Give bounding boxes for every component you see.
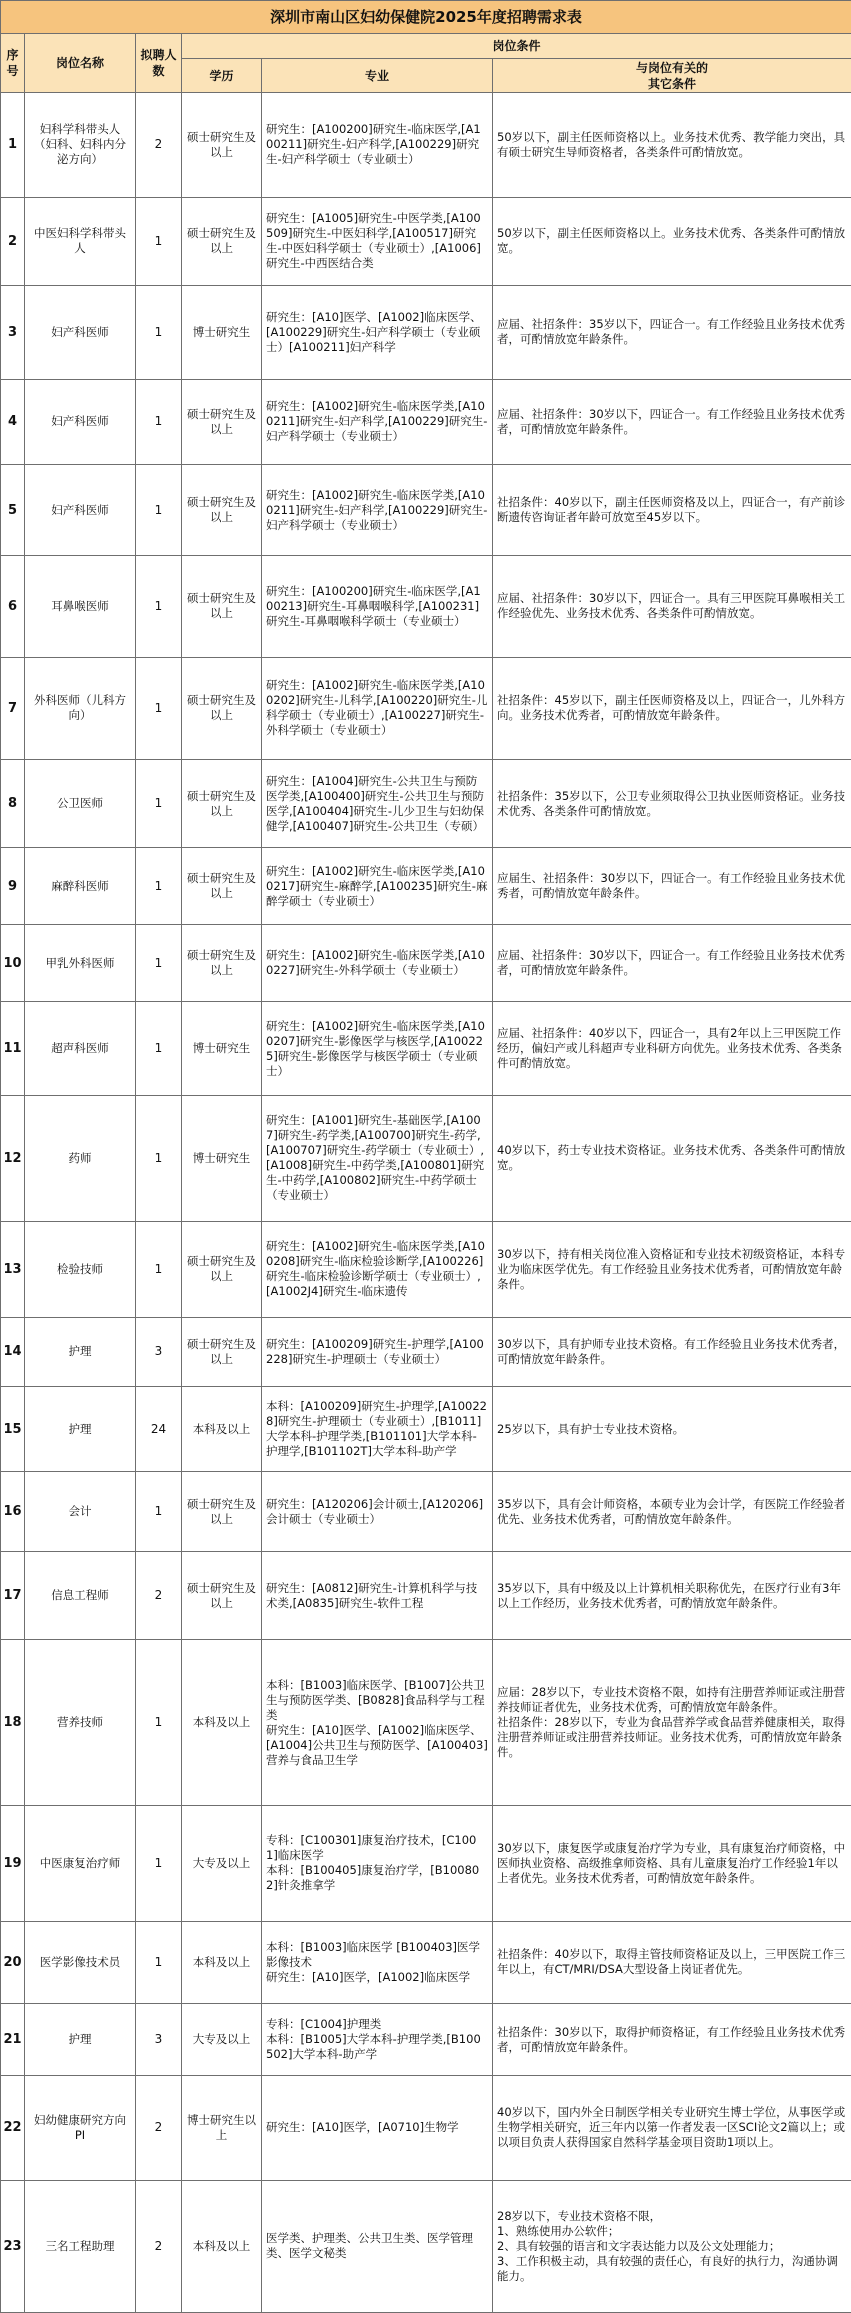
hire-count: 1	[136, 1640, 182, 1805]
hire-count: 1	[136, 285, 182, 379]
hire-count: 1	[136, 848, 182, 925]
position-name: 甲乳外科医师	[25, 925, 136, 1002]
major-requirement: 研究生：[A100209]研究生-护理学,[A100228]研究生-护理硕士（专业硕士）	[262, 1317, 493, 1386]
major-requirement: 研究生：[A1005]研究生-中医学类,[A100509]研究生-中医妇科学,[A100517]研究生-中医妇科学硕士（专业硕士）,[A1006]研究生-中西医结合类	[262, 197, 493, 285]
education-requirement: 硕士研究生及以上	[182, 379, 262, 464]
education-requirement: 本科及以上	[182, 1921, 262, 2004]
major-requirement: 研究生：[A10]医学，[A0710]生物学	[262, 2075, 493, 2180]
major-requirement: 研究生：[A1002]研究生-临床医学类,[A100207]研究生-影像医学与核医学,[A100225]研究生-影像医学与核医学硕士（专业硕士）	[262, 1002, 493, 1096]
other-conditions: 28岁以下，专业技术资格不限， 1、熟练使用办公软件； 2、具有较强的语言和文字表达能力以及公文处理能力； 3、工作积极主动，具有较强的责任心，有良好的执行力，沟通协调能力。	[493, 2180, 851, 2312]
position-name: 妇产科医师	[25, 285, 136, 379]
hire-count: 1	[136, 197, 182, 285]
major-requirement: 研究生：[A120206]会计硕士,[A120206]会计硕士（专业硕士）	[262, 1472, 493, 1552]
other-conditions: 25岁以下，具有护士专业技术资格。	[493, 1386, 851, 1471]
other-conditions: 40岁以下，国内外全日制医学相关专业研究生博士学位，从事医学或生物学相关研究，近三年内以第一作者发表一区SCI论文2篇以上；或以项目负责人获得国家自然科学基金项目资助1项以上。	[493, 2075, 851, 2180]
education-requirement: 硕士研究生及以上	[182, 1552, 262, 1640]
row-number: 21	[1, 2004, 25, 2076]
row-number: 1	[1, 93, 25, 198]
major-requirement: 本科：[A100209]研究生-护理学,[A100228]研究生-护理硕士（专业硕士）,[B1011]大学本科-护理学类,[B101101]大学本科-护理学,[B101102T]大学本科-助产学	[262, 1386, 493, 1471]
major-requirement: 研究生：[A1001]研究生-基础医学,[A1007]研究生-药学类,[A100700]研究生-药学,[A100707]研究生-药学硕士（专业硕士）,[A1008]研究生-中药学类,[A100801]研究生-中药学,[A100802]研究生-中药学硕士（专业硕士）	[262, 1096, 493, 1221]
position-name: 护理	[25, 2004, 136, 2076]
header-education: 学历	[182, 59, 262, 93]
other-conditions: 社招条件：30岁以下，取得护师资格证，有工作经验且业务技术优秀者，可酌情放宽年龄条件。	[493, 2004, 851, 2076]
row-number: 22	[1, 2075, 25, 2180]
row-number: 23	[1, 2180, 25, 2312]
position-name: 妇幼健康研究方向 PI	[25, 2075, 136, 2180]
table-row	[1, 1221, 851, 1317]
row-number: 11	[1, 1002, 25, 1096]
hire-count: 3	[136, 1317, 182, 1386]
position-name: 会计	[25, 1472, 136, 1552]
table-row	[1, 1640, 851, 1805]
education-requirement: 博士研究生	[182, 1096, 262, 1221]
major-requirement: 本科：[B1003]临床医学、[B1007]公共卫生与预防医学类、[B0828]食品科学与工程类 研究生：[A10]医学、[A1002]临床医学、[A1004]公共卫生与预防医学、[A100403]营养与食品卫生学	[262, 1640, 493, 1805]
table-row	[1, 2180, 851, 2312]
other-conditions: 应届、社招条件：35岁以下，四证合一。有工作经验且业务技术优秀者，可酌情放宽年龄条件。	[493, 285, 851, 379]
position-name: 超声科医师	[25, 1002, 136, 1096]
position-name: 耳鼻喉医师	[25, 555, 136, 657]
major-requirement: 专科：[C1004]护理类 本科：[B1005]大学本科-护理学类,[B100502]大学本科-助产学	[262, 2004, 493, 2076]
position-name: 检验技师	[25, 1221, 136, 1317]
education-requirement: 博士研究生	[182, 285, 262, 379]
header-position: 岗位名称	[25, 34, 136, 93]
position-name: 中医妇科学科带头人	[25, 197, 136, 285]
education-requirement: 硕士研究生及以上	[182, 1221, 262, 1317]
hire-count: 2	[136, 2075, 182, 2180]
hire-count: 1	[136, 657, 182, 759]
table-row	[1, 1472, 851, 1552]
hire-count: 1	[136, 379, 182, 464]
education-requirement: 大专及以上	[182, 2004, 262, 2076]
row-number: 15	[1, 1386, 25, 1471]
education-requirement: 硕士研究生及以上	[182, 555, 262, 657]
other-conditions: 社招条件：40岁以下，取得主管技师资格证及以上，三甲医院工作三年以上，有CT/MRI/DSA大型设备上岗证者优先。	[493, 1921, 851, 2004]
hire-count: 1	[136, 1472, 182, 1552]
major-requirement: 研究生：[A10]医学、[A1002]临床医学、[A100229]研究生-妇产科学硕士（专业硕士）[A100211]妇产科学	[262, 285, 493, 379]
education-requirement: 硕士研究生及以上	[182, 657, 262, 759]
table-row	[1, 1386, 851, 1471]
row-number: 17	[1, 1552, 25, 1640]
table-row	[1, 1921, 851, 2004]
hire-count: 1	[136, 759, 182, 847]
hire-count: 2	[136, 2180, 182, 2312]
table-row	[1, 285, 851, 379]
other-conditions: 50岁以下，副主任医师资格以上。业务技术优秀、各类条件可酌情放宽。	[493, 197, 851, 285]
table-row	[1, 1002, 851, 1096]
row-number: 7	[1, 657, 25, 759]
row-number: 12	[1, 1096, 25, 1221]
other-conditions: 社招条件：40岁以下，副主任医师资格及以上，四证合一，有产前诊断遗传咨询证者年龄可放宽至45岁以下。	[493, 465, 851, 556]
position-name: 外科医师（儿科方向）	[25, 657, 136, 759]
position-name: 药师	[25, 1096, 136, 1221]
hire-count: 2	[136, 93, 182, 198]
major-requirement: 研究生：[A1002]研究生-临床医学类,[A100208]研究生-临床检验诊断学,[A100226]研究生-临床检验诊断学硕士（专业硕士）,[A1002J4]研究生-临床遗传	[262, 1221, 493, 1317]
row-number: 20	[1, 1921, 25, 2004]
hire-count: 1	[136, 465, 182, 556]
other-conditions: 应届、社招条件：30岁以下，四证合一。有工作经验且业务技术优秀者，可酌情放宽年龄条件。	[493, 925, 851, 1002]
other-conditions: 应届、社招条件：30岁以下，四证合一。有工作经验且业务技术优秀者，可酌情放宽年龄条件。	[493, 379, 851, 464]
education-requirement: 大专及以上	[182, 1805, 262, 1921]
table-row	[1, 379, 851, 464]
hire-count: 24	[136, 1386, 182, 1471]
other-conditions: 应届、社招条件：40岁以下，四证合一，具有2年以上三甲医院工作经历，偏妇产或儿科超声专业科研方向优先。业务技术优秀、各类条件可酌情放宽。	[493, 1002, 851, 1096]
education-requirement: 博士研究生	[182, 1002, 262, 1096]
table-row	[1, 1805, 851, 1921]
education-requirement: 本科及以上	[182, 2180, 262, 2312]
position-name: 妇产科医师	[25, 379, 136, 464]
hire-count: 1	[136, 555, 182, 657]
major-requirement: 本科：[B1003]临床医学 [B100403]医学影像技术 研究生：[A10]医学，[A1002]临床医学	[262, 1921, 493, 2004]
major-requirement: 研究生：[A100200]研究生-临床医学,[A100211]研究生-妇产科学,[A100229]研究生-妇产科学硕士（专业硕士）	[262, 93, 493, 198]
education-requirement: 博士研究生以上	[182, 2075, 262, 2180]
major-requirement: 研究生：[A1002]研究生-临床医学类,[A100227]研究生-外科学硕士（专业硕士）	[262, 925, 493, 1002]
major-requirement: 研究生：[A1002]研究生-临床医学类,[A100211]研究生-妇产科学,[A100229]研究生-妇产科学硕士（专业硕士）	[262, 379, 493, 464]
row-number: 9	[1, 848, 25, 925]
row-number: 18	[1, 1640, 25, 1805]
major-requirement: 研究生：[A0812]研究生-计算机科学与技术类,[A0835]研究生-软件工程	[262, 1552, 493, 1640]
education-requirement: 本科及以上	[182, 1386, 262, 1471]
position-name: 公卫医师	[25, 759, 136, 847]
major-requirement: 医学类、护理类、公共卫生类、医学管理类、医学文秘类	[262, 2180, 493, 2312]
major-requirement: 研究生：[A1002]研究生-临床医学类,[A100217]研究生-麻醉学,[A100235]研究生-麻醉学硕士（专业硕士）	[262, 848, 493, 925]
other-conditions: 30岁以下，具有护师专业技术资格。有工作经验且业务技术优秀者，可酌情放宽年龄条件。	[493, 1317, 851, 1386]
major-requirement: 专科：[C100301]康复治疗技术，[C1001]临床医学 本科：[B100405]康复治疗学，[B100802]针灸推拿学	[262, 1805, 493, 1921]
table-row	[1, 1096, 851, 1221]
position-name: 三名工程助理	[25, 2180, 136, 2312]
other-conditions: 30岁以下，康复医学或康复治疗学为专业，具有康复治疗师资格，中医师执业资格、高级推拿师资格、具有儿童康复治疗工作经验1年以上者优先。业务技术优秀者，可酌情放宽年龄条件。	[493, 1805, 851, 1921]
education-requirement: 硕士研究生及以上	[182, 93, 262, 198]
major-requirement: 研究生：[A1004]研究生-公共卫生与预防医学类,[A100400]研究生-公共卫生与预防医学,[A100404]研究生-儿少卫生与妇幼保健学,[A100407]研究生-公共卫生（专硕）	[262, 759, 493, 847]
row-number: 3	[1, 285, 25, 379]
major-requirement: 研究生：[A1002]研究生-临床医学类,[A100202]研究生-儿科学,[A100220]研究生-儿科学硕士（专业硕士）,[A100227]研究生-外科学硕士（专业硕士）	[262, 657, 493, 759]
position-name: 护理	[25, 1386, 136, 1471]
table-row	[1, 759, 851, 847]
other-conditions: 应届生、社招条件：30岁以下，四证合一。有工作经验且业务技术优秀者，可酌情放宽年龄条件。	[493, 848, 851, 925]
hire-count: 3	[136, 2004, 182, 2076]
position-name: 营养技师	[25, 1640, 136, 1805]
row-number: 5	[1, 465, 25, 556]
education-requirement: 硕士研究生及以上	[182, 1317, 262, 1386]
row-number: 2	[1, 197, 25, 285]
education-requirement: 硕士研究生及以上	[182, 925, 262, 1002]
hire-count: 1	[136, 1805, 182, 1921]
header-major: 专业	[262, 59, 493, 93]
row-number: 6	[1, 555, 25, 657]
table-row	[1, 2075, 851, 2180]
table-title: 深圳市南山区妇幼保健院2025年度招聘需求表	[1, 1, 851, 34]
table-row	[1, 2004, 851, 2076]
hire-count: 2	[136, 1552, 182, 1640]
hire-count: 1	[136, 1921, 182, 2004]
other-conditions: 应届、社招条件：30岁以下，四证合一。具有三甲医院耳鼻喉相关工作经验优先、业务技术优秀、各类条件可酌情放宽。	[493, 555, 851, 657]
major-requirement: 研究生：[A1002]研究生-临床医学类,[A100211]研究生-妇产科学,[A100229]研究生-妇产科学硕士（专业硕士）	[262, 465, 493, 556]
other-conditions: 社招条件：35岁以下，公卫专业须取得公卫执业医师资格证。业务技术优秀、各类条件可酌情放宽。	[493, 759, 851, 847]
table-row	[1, 1317, 851, 1386]
other-conditions: 40岁以下，药士专业技术资格证。业务技术优秀、各类条件可酌情放宽。	[493, 1096, 851, 1221]
header-no: 序号	[1, 34, 25, 93]
position-name: 中医康复治疗师	[25, 1805, 136, 1921]
table-row	[1, 93, 851, 198]
position-name: 妇产科医师	[25, 465, 136, 556]
header-other-conditions: 与岗位有关的 其它条件	[493, 59, 851, 93]
hire-count: 1	[136, 925, 182, 1002]
other-conditions: 35岁以下，具有中级及以上计算机相关职称优先，在医疗行业有3年以上工作经历，业务技术优秀者，可酌情放宽年龄条件。	[493, 1552, 851, 1640]
table-body	[1, 93, 851, 2313]
education-requirement: 本科及以上	[182, 1640, 262, 1805]
table-row	[1, 1552, 851, 1640]
education-requirement: 硕士研究生及以上	[182, 465, 262, 556]
major-requirement: 研究生：[A100200]研究生-临床医学,[A100213]研究生-耳鼻咽喉科学,[A100231]研究生-耳鼻咽喉科学硕士（专业硕士）	[262, 555, 493, 657]
row-number: 4	[1, 379, 25, 464]
table-row	[1, 848, 851, 925]
hire-count: 1	[136, 1221, 182, 1317]
other-conditions: 35岁以下，具有会计师资格，本硕专业为会计学，有医院工作经验者优先、业务技术优秀者，可酌情放宽年龄条件。	[493, 1472, 851, 1552]
table-row	[1, 197, 851, 285]
row-number: 8	[1, 759, 25, 847]
education-requirement: 硕士研究生及以上	[182, 759, 262, 847]
other-conditions: 50岁以下，副主任医师资格以上。业务技术优秀、教学能力突出，具有硕士研究生导师资格者，各类条件可酌情放宽。	[493, 93, 851, 198]
row-number: 16	[1, 1472, 25, 1552]
row-number: 10	[1, 925, 25, 1002]
table-row	[1, 465, 851, 556]
row-number: 19	[1, 1805, 25, 1921]
position-name: 医学影像技术员	[25, 1921, 136, 2004]
header-count: 拟聘人数	[136, 34, 182, 93]
other-conditions: 30岁以下，持有相关岗位准入资格证和专业技术初级资格证，本科专业为临床医学优先。有工作经验且业务技术优秀者，可酌情放宽年龄条件。	[493, 1221, 851, 1317]
education-requirement: 硕士研究生及以上	[182, 848, 262, 925]
table-row	[1, 657, 851, 759]
row-number: 13	[1, 1221, 25, 1317]
position-name: 麻醉科医师	[25, 848, 136, 925]
position-name: 护理	[25, 1317, 136, 1386]
hire-count: 1	[136, 1002, 182, 1096]
education-requirement: 硕士研究生及以上	[182, 1472, 262, 1552]
other-conditions: 应届：28岁以下，专业技术资格不限，如持有注册营养师证或注册营养技师证者优先，业务技术优秀，可酌情放宽年龄条件。 社招条件：28岁以下，专业为食品营养学或食品营养健康相关，取得注册营养师证或注册营养技师证。业务技术优秀，可酌情放宽年龄条件。	[493, 1640, 851, 1805]
position-name: 妇科学科带头人（妇科、妇科内分泌方向）	[25, 93, 136, 198]
table-row	[1, 555, 851, 657]
header-conditions: 岗位条件	[182, 34, 851, 59]
education-requirement: 硕士研究生及以上	[182, 197, 262, 285]
position-name: 信息工程师	[25, 1552, 136, 1640]
row-number: 14	[1, 1317, 25, 1386]
hire-count: 1	[136, 1096, 182, 1221]
other-conditions: 社招条件：45岁以下，副主任医师资格及以上，四证合一，儿外科方向。业务技术优秀者，可酌情放宽年龄条件。	[493, 657, 851, 759]
table-row	[1, 925, 851, 1002]
